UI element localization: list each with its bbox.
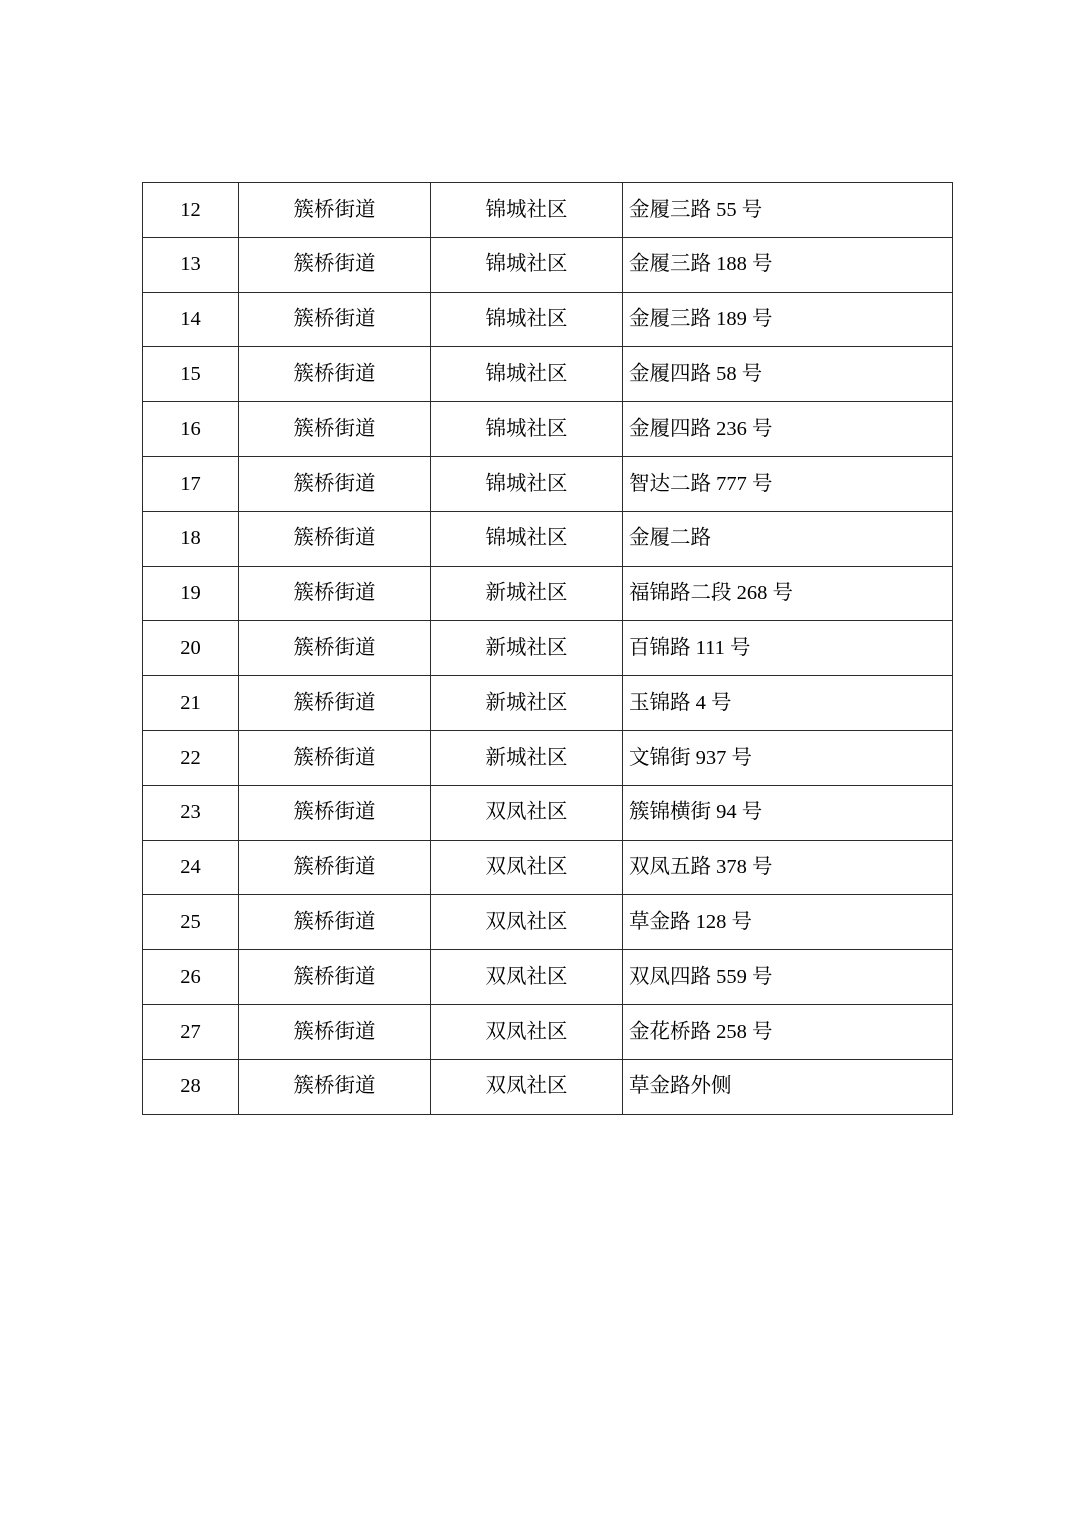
cell-index: 16	[143, 402, 239, 457]
cell-community: 双凤社区	[431, 950, 623, 1005]
table-row	[143, 347, 953, 402]
cell-index: 24	[143, 840, 239, 895]
cell-street: 簇桥街道	[239, 347, 431, 402]
table-row	[143, 621, 953, 676]
cell-street: 簇桥街道	[239, 183, 431, 238]
cell-index: 22	[143, 730, 239, 785]
table-row	[143, 676, 953, 731]
cell-index: 17	[143, 456, 239, 511]
cell-address: 玉锦路 4 号	[623, 676, 953, 731]
table-row	[143, 950, 953, 1005]
cell-address: 金履四路 58 号	[623, 347, 953, 402]
cell-community: 双凤社区	[431, 1004, 623, 1059]
cell-index: 27	[143, 1004, 239, 1059]
cell-street: 簇桥街道	[239, 785, 431, 840]
cell-address: 智达二路 777 号	[623, 456, 953, 511]
cell-index: 28	[143, 1059, 239, 1114]
cell-community: 新城社区	[431, 621, 623, 676]
cell-index: 20	[143, 621, 239, 676]
cell-street: 簇桥街道	[239, 1059, 431, 1114]
table-row	[143, 237, 953, 292]
cell-street: 簇桥街道	[239, 895, 431, 950]
table-row	[143, 511, 953, 566]
table-row	[143, 730, 953, 785]
cell-community: 新城社区	[431, 566, 623, 621]
table-row	[143, 566, 953, 621]
cell-community: 新城社区	[431, 730, 623, 785]
cell-street: 簇桥街道	[239, 566, 431, 621]
cell-address: 金花桥路 258 号	[623, 1004, 953, 1059]
cell-address: 草金路 128 号	[623, 895, 953, 950]
cell-address: 金履二路	[623, 511, 953, 566]
cell-community: 双凤社区	[431, 895, 623, 950]
cell-address: 簇锦横街 94 号	[623, 785, 953, 840]
cell-street: 簇桥街道	[239, 456, 431, 511]
table-row	[143, 1004, 953, 1059]
cell-community: 锦城社区	[431, 183, 623, 238]
cell-address: 文锦街 937 号	[623, 730, 953, 785]
cell-community: 锦城社区	[431, 511, 623, 566]
cell-address: 草金路外侧	[623, 1059, 953, 1114]
cell-index: 23	[143, 785, 239, 840]
cell-community: 双凤社区	[431, 785, 623, 840]
address-table	[142, 182, 953, 1115]
cell-street: 簇桥街道	[239, 676, 431, 731]
cell-community: 新城社区	[431, 676, 623, 731]
cell-index: 21	[143, 676, 239, 731]
table-row	[143, 402, 953, 457]
cell-street: 簇桥街道	[239, 237, 431, 292]
cell-address: 百锦路 111 号	[623, 621, 953, 676]
cell-address: 双凤五路 378 号	[623, 840, 953, 895]
table-row	[143, 292, 953, 347]
cell-street: 簇桥街道	[239, 292, 431, 347]
cell-street: 簇桥街道	[239, 950, 431, 1005]
cell-index: 18	[143, 511, 239, 566]
table-row	[143, 456, 953, 511]
table-body	[143, 183, 953, 1115]
cell-street: 簇桥街道	[239, 1004, 431, 1059]
cell-community: 双凤社区	[431, 840, 623, 895]
cell-index: 14	[143, 292, 239, 347]
cell-address: 金履三路 55 号	[623, 183, 953, 238]
cell-community: 锦城社区	[431, 456, 623, 511]
cell-index: 12	[143, 183, 239, 238]
cell-street: 簇桥街道	[239, 840, 431, 895]
cell-street: 簇桥街道	[239, 730, 431, 785]
table-row	[143, 840, 953, 895]
cell-address: 双凤四路 559 号	[623, 950, 953, 1005]
table-row	[143, 785, 953, 840]
cell-address: 金履三路 189 号	[623, 292, 953, 347]
cell-street: 簇桥街道	[239, 402, 431, 457]
table-row	[143, 895, 953, 950]
cell-index: 15	[143, 347, 239, 402]
cell-community: 锦城社区	[431, 402, 623, 457]
cell-address: 金履三路 188 号	[623, 237, 953, 292]
cell-community: 锦城社区	[431, 292, 623, 347]
cell-community: 锦城社区	[431, 347, 623, 402]
cell-street: 簇桥街道	[239, 511, 431, 566]
cell-address: 福锦路二段 268 号	[623, 566, 953, 621]
cell-index: 19	[143, 566, 239, 621]
table-row	[143, 183, 953, 238]
cell-index: 25	[143, 895, 239, 950]
cell-street: 簇桥街道	[239, 621, 431, 676]
cell-address: 金履四路 236 号	[623, 402, 953, 457]
cell-index: 13	[143, 237, 239, 292]
cell-index: 26	[143, 950, 239, 1005]
cell-community: 锦城社区	[431, 237, 623, 292]
cell-community: 双凤社区	[431, 1059, 623, 1114]
table-row	[143, 1059, 953, 1114]
